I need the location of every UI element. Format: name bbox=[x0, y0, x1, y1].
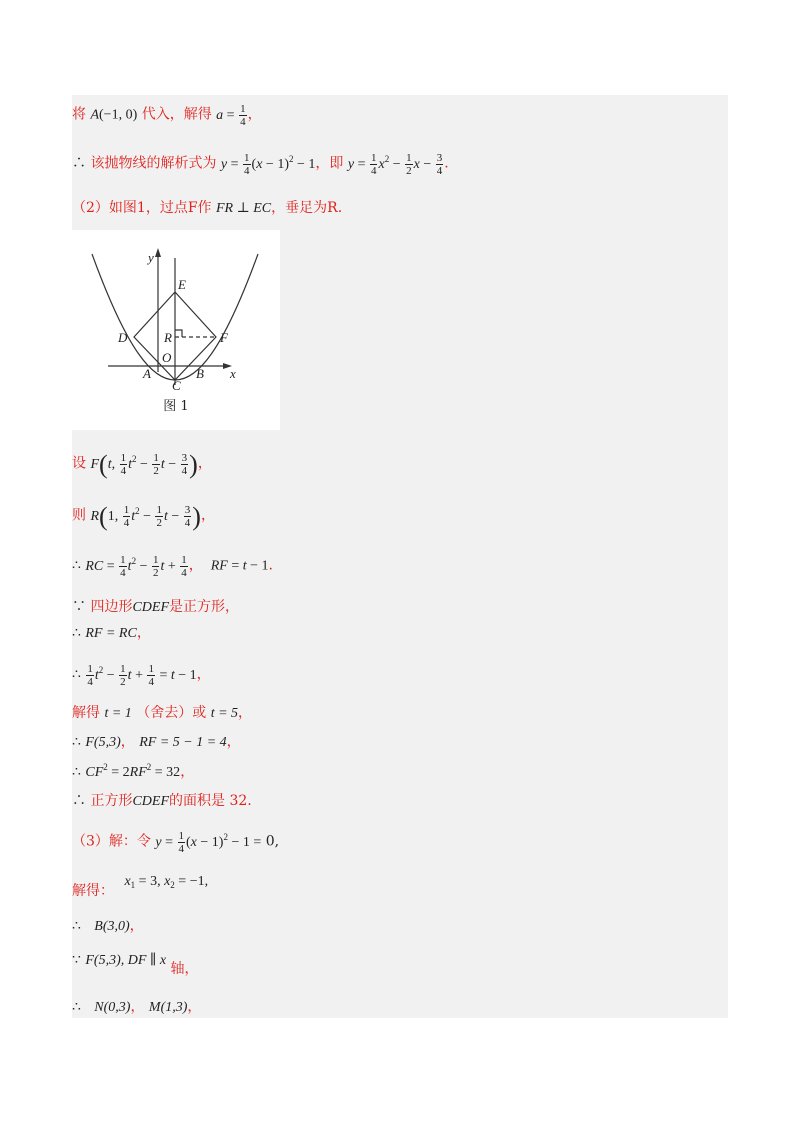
point-A: A(−1, 0) bbox=[90, 107, 138, 123]
B-value: B(3,0) bbox=[94, 919, 130, 934]
x-roots: $x_1 = 3$, $x_2 = -1$, bbox=[124, 874, 209, 890]
label-R: R bbox=[164, 330, 172, 345]
point-F-coords: F(t, $\frac{1}{4}$ $t^2$ − $\frac{1}{2}$ t − $\frac{3}{4}$ ) bbox=[90, 449, 198, 479]
line-set-F: 设 F(t, $\frac{1}{4}$ $t^2$ − $\frac{1}{2}$ t − $\frac{3}{4}$ )， bbox=[72, 449, 212, 479]
label-D: D bbox=[118, 330, 128, 345]
line-RC-RF: ∴ RC = $\frac{1}{4}$ $t^2$ − $\frac{1}{2}$ t + $\frac{1}{4}$ ， RF = t − 1. bbox=[72, 554, 273, 579]
label-E: E bbox=[178, 277, 186, 292]
RF-RC-equation: RF = RC bbox=[85, 626, 137, 641]
point-R-coords: R(1, $\frac{1}{4}$ $t^2$ − $\frac{1}{2}$ t − $\frac{3}{4}$ ) bbox=[90, 501, 201, 531]
line-N-M: ∴ N(0,3)， M(1,3)， bbox=[72, 999, 202, 1015]
line-substitute-a: 将 A(−1, 0) 代入，解得 a = $\frac{1}{4}$ ， bbox=[72, 103, 262, 128]
F-value: F(5,3) bbox=[85, 735, 121, 750]
line-square-given: ∵ 四边形CDEF是正方形， bbox=[72, 599, 240, 615]
label-y: y bbox=[148, 250, 154, 265]
label-B: B bbox=[196, 366, 204, 381]
t-root-1: t = 1 bbox=[104, 706, 132, 721]
line-F-RF: ∴ F(5,3)， RF = 5 − 1 = 4， bbox=[72, 734, 241, 750]
line-parabola-expression: ∴ 该抛物线的解析式为 y = $\frac{1}{4}$ $(x - 1)^2 - 1$，即 y = $\frac{1}{4}$ $x^2$ − $\frac{1}{2}$ x − $\frac{3}{4}$ . bbox=[72, 152, 449, 177]
CF-squared-value: $CF^2 = 2RF^2 = 32$ bbox=[85, 762, 181, 780]
label-x: x bbox=[230, 366, 236, 381]
label-C: C bbox=[172, 378, 181, 393]
label-O: O bbox=[162, 350, 172, 365]
line-equation-t: ∴ $\frac{1}{4}$ $t^2$ − $\frac{1}{2}$ t + $\frac{1}{4}$ = t − 1， bbox=[72, 663, 211, 688]
perpendicular-FR-EC: FR ⊥ EC bbox=[215, 201, 272, 216]
set-y-zero: y = $\frac{1}{4}$ $(x - 1)^2 - 1$ = bbox=[155, 830, 262, 855]
line-point-B: ∴ B(3,0)， bbox=[72, 918, 144, 934]
text-solve: 代入，解得 bbox=[141, 106, 212, 123]
because-symbol: ∵ bbox=[72, 599, 86, 615]
label-F: F bbox=[220, 330, 228, 345]
line-part3: （3）解：令 y = $\frac{1}{4}$ $(x - 1)^2 - 1 = 0$, bbox=[72, 830, 280, 855]
text-substitute: 将 bbox=[72, 106, 86, 123]
y-axis-arrow bbox=[155, 248, 161, 257]
standard-form: y = $\frac{1}{4}$ $x^2$ − $\frac{1}{2}$ x − $\frac{3}{4}$ bbox=[347, 152, 443, 177]
square-name: CDEF bbox=[132, 600, 170, 615]
line-DF-parallel: ∵ F(5,3), DF ∥ x 轴， bbox=[72, 952, 199, 977]
M-value: M(1,3) bbox=[148, 1000, 188, 1015]
line-RF-eq-RC: ∴ RF = RC， bbox=[72, 625, 151, 641]
RF-value: RF = 5 − 1 = 4 bbox=[139, 735, 227, 750]
DF-parallel-x: F(5,3), DF ∥ x bbox=[85, 953, 167, 968]
therefore-symbol: ∴ bbox=[72, 155, 86, 172]
vertex-form: y = $\frac{1}{4}$ $(x - 1)^2 - 1$ bbox=[220, 152, 316, 177]
t-equation: $\frac{1}{4}$ $t^2$ − $\frac{1}{2}$ t + $\frac{1}{4}$ = t − 1 bbox=[87, 663, 197, 688]
t-root-2: t = 5 bbox=[210, 706, 239, 721]
line-roots: 解得： $x_1 = 3$, $x_2 = -1$, bbox=[72, 874, 209, 899]
line-solve-t: 解得 t = 1 （舍去）或 t = 5， bbox=[72, 705, 253, 721]
right-angle-mark bbox=[175, 330, 182, 337]
figure-caption: 图 1 bbox=[163, 399, 189, 414]
line-then-R: 则 R(1, $\frac{1}{4}$ $t^2$ − $\frac{1}{2}$ t − $\frac{3}{4}$ )， bbox=[72, 501, 215, 531]
RF-expression: RF = t − 1 bbox=[207, 558, 269, 574]
figure-1 bbox=[72, 230, 280, 430]
label-A: A bbox=[143, 366, 151, 381]
N-value: N(0,3) bbox=[94, 1000, 131, 1015]
RC-expression: RC = $\frac{1}{4}$ $t^2$ − $\frac{1}{2}$ t + $\frac{1}{4}$ bbox=[85, 554, 187, 579]
line-CF-squared: ∴ $CF^2 = 2RF^2 = 32$， bbox=[72, 762, 195, 780]
line-square-area: ∴ 正方形CDEF的面积是 32. bbox=[72, 793, 252, 809]
parabola-square-diagram bbox=[72, 230, 280, 430]
line-part2-intro: （2）如图1，过点F作 FR ⊥ EC，垂足为R. bbox=[72, 200, 343, 216]
a-value: a = $\frac{1}{4}$ bbox=[216, 103, 246, 128]
